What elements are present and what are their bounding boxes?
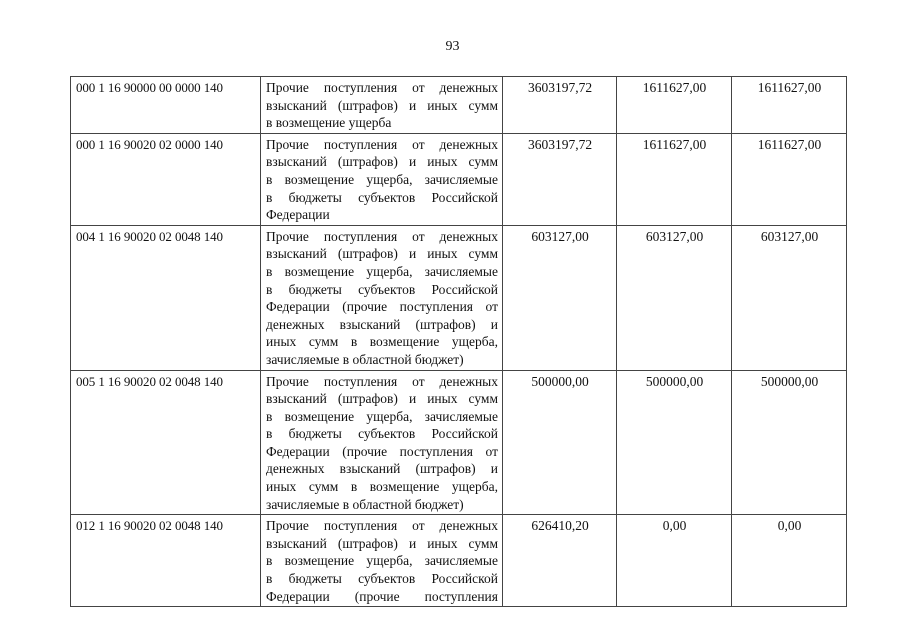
table-row bbox=[71, 225, 847, 370]
revenue-name-cell bbox=[261, 133, 503, 225]
revenue-name-line: взысканий (штрафов) и иных сумм bbox=[266, 391, 498, 407]
amount-cell-2: 1611627,00 bbox=[617, 77, 732, 134]
table-row bbox=[71, 133, 847, 225]
revenue-name-line: зачисляемые в областной бюджет) bbox=[266, 351, 464, 367]
revenue-name-line: Федерации bbox=[266, 207, 330, 223]
revenue-name-line: денежных взысканий (штрафов) и bbox=[266, 316, 498, 332]
revenue-name-line: Федерации (прочие поступления bbox=[266, 588, 498, 604]
amount-cell-3: 1611627,00 bbox=[732, 133, 847, 225]
budget-code-cell: 000 1 16 90020 02 0000 140 bbox=[71, 133, 261, 225]
amount-cell-2: 0,00 bbox=[617, 515, 732, 607]
amount-cell-2: 500000,00 bbox=[617, 370, 732, 515]
revenue-name-line: иных сумм в возмещение ущерба, bbox=[266, 479, 498, 495]
amount-cell-1: 500000,00 bbox=[503, 370, 617, 515]
revenue-name-line: Прочие поступления от денежных bbox=[266, 518, 498, 534]
revenue-name-line: Прочие поступления от денежных bbox=[266, 228, 498, 244]
amount-cell-2: 1611627,00 bbox=[617, 133, 732, 225]
revenue-name-line: в возмещение ущерба, зачисляемые bbox=[266, 408, 498, 424]
revenue-name-line: зачисляемые в областной бюджет) bbox=[266, 496, 464, 512]
amount-cell-1: 603127,00 bbox=[503, 225, 617, 370]
revenue-name-line: в бюджеты субъектов Российской bbox=[266, 426, 498, 442]
amount-cell-1: 3603197,72 bbox=[503, 133, 617, 225]
budget-revenue-table bbox=[70, 76, 847, 607]
revenue-name-line: в возмещение ущерба bbox=[266, 115, 392, 131]
page-number: 93 bbox=[445, 39, 460, 54]
revenue-name-line: в бюджеты субъектов Российской bbox=[266, 281, 498, 297]
amount-cell-1: 3603197,72 bbox=[503, 77, 617, 134]
revenue-name-cell bbox=[261, 77, 503, 134]
budget-code-cell: 012 1 16 90020 02 0048 140 bbox=[71, 515, 261, 607]
revenue-name-line: Федерации (прочие поступления от bbox=[266, 299, 498, 315]
revenue-name-line: взысканий (штрафов) и иных сумм bbox=[266, 246, 498, 262]
revenue-name-line: в бюджеты субъектов Российской bbox=[266, 571, 498, 587]
revenue-name-line: взысканий (штрафов) и иных сумм bbox=[266, 154, 498, 170]
amount-cell-2: 603127,00 bbox=[617, 225, 732, 370]
revenue-name-line: Прочие поступления от денежных bbox=[266, 80, 498, 95]
budget-code-cell: 004 1 16 90020 02 0048 140 bbox=[71, 225, 261, 370]
revenue-name-line: в возмещение ущерба, зачисляемые bbox=[266, 171, 498, 187]
revenue-name-line: Прочие поступления от денежных bbox=[266, 136, 498, 152]
amount-cell-1: 626410,20 bbox=[503, 515, 617, 607]
amount-cell-3: 1611627,00 bbox=[732, 77, 847, 134]
revenue-name-line: Прочие поступления от денежных bbox=[266, 373, 498, 389]
amount-cell-3: 0,00 bbox=[732, 515, 847, 607]
amount-cell-3: 603127,00 bbox=[732, 225, 847, 370]
revenue-name-cell bbox=[261, 515, 503, 607]
revenue-name-line: в бюджеты субъектов Российской bbox=[266, 189, 498, 205]
revenue-name-cell bbox=[261, 225, 503, 370]
table-row bbox=[71, 77, 847, 134]
revenue-name-line: взысканий (штрафов) и иных сумм bbox=[266, 535, 498, 551]
revenue-name-line: иных сумм в возмещение ущерба, bbox=[266, 334, 498, 350]
revenue-name-line: в возмещение ущерба, зачисляемые bbox=[266, 263, 498, 279]
budget-code-cell: 000 1 16 90000 00 0000 140 bbox=[71, 77, 261, 134]
table-row bbox=[71, 370, 847, 515]
revenue-name-line: в возмещение ущерба, зачисляемые bbox=[266, 553, 498, 569]
revenue-name-line: взысканий (штрафов) и иных сумм bbox=[266, 97, 498, 113]
revenue-name-line: Федерации (прочие поступления от bbox=[266, 443, 498, 459]
table-row bbox=[71, 515, 847, 607]
amount-cell-3: 500000,00 bbox=[732, 370, 847, 515]
revenue-name-cell bbox=[261, 370, 503, 515]
revenue-name-line: денежных взысканий (штрафов) и bbox=[266, 461, 498, 477]
budget-code-cell: 005 1 16 90020 02 0048 140 bbox=[71, 370, 261, 515]
